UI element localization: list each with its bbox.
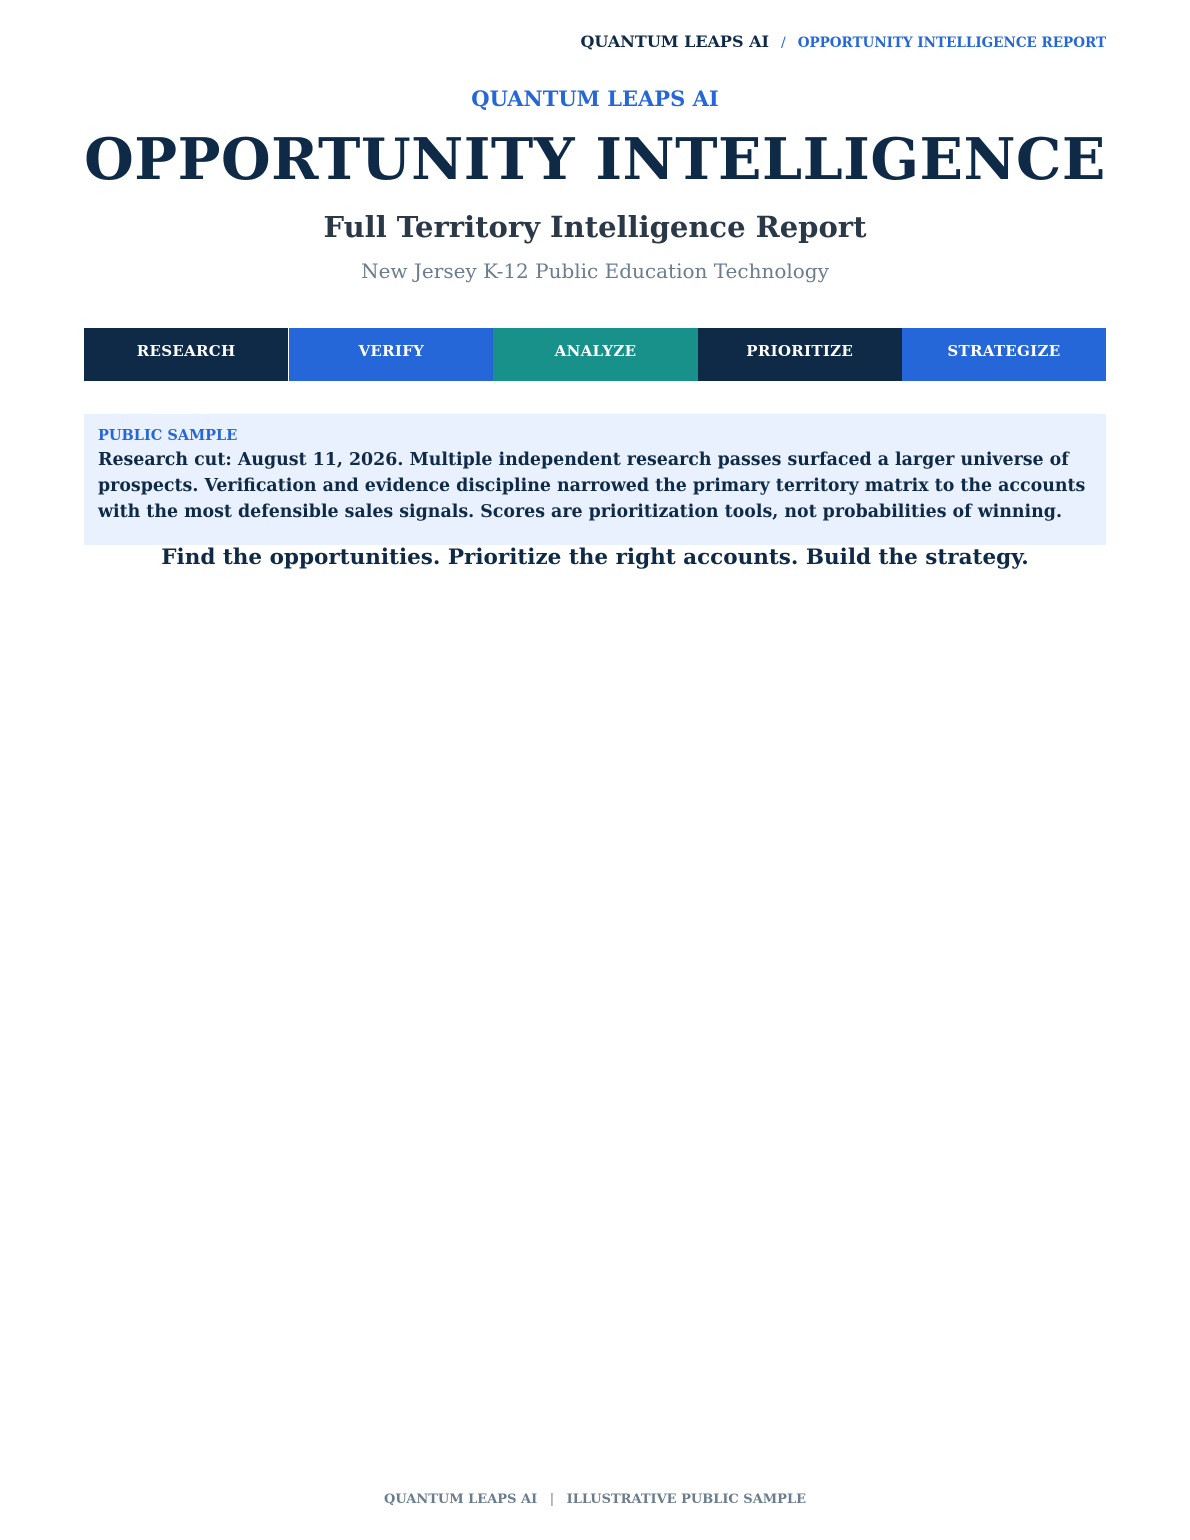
step-verify: VERIFY <box>289 328 493 381</box>
footer-note: ILLUSTRATIVE PUBLIC SAMPLE <box>566 1492 806 1507</box>
closing-statement: Find the opportunities. Prioritize the right accounts. Build the strategy. <box>161 545 1029 570</box>
step-research: RESEARCH <box>84 328 289 381</box>
public-sample-callout <box>84 414 1106 545</box>
step-analyze: ANALYZE <box>493 328 697 381</box>
page-title: OPPORTUNITY INTELLIGENCE <box>84 126 1106 193</box>
breadcrumb-separator: / <box>780 35 786 51</box>
footer-separator: | <box>549 1492 555 1507</box>
header-report-name: OPPORTUNITY INTELLIGENCE REPORT <box>797 35 1106 51</box>
process-steps-bar <box>84 328 1106 381</box>
callout-label: PUBLIC SAMPLE <box>98 427 238 444</box>
page-subtitle: Full Territory Intelligence Report <box>323 210 867 244</box>
step-prioritize: PRIORITIZE <box>698 328 902 381</box>
step-strategize: STRATEGIZE <box>902 328 1106 381</box>
callout-text: Research cut: August 11, 2026. Multiple independent research passes surfaced a larger universe of prospects. Verification and evidence discipline narrowed the primary territory matrix to the accounts with the most defensible sales signals. Scores are prioritization tools, not probabilities of winning. <box>98 450 1086 522</box>
breadcrumb <box>580 32 1106 51</box>
footer-brand: QUANTUM LEAPS AI <box>384 1492 538 1507</box>
page-tagline: New Jersey K-12 Public Education Technology <box>361 259 829 283</box>
cover-eyebrow: QUANTUM LEAPS AI <box>471 86 719 111</box>
page-footer <box>0 1492 1190 1507</box>
header-brand: QUANTUM LEAPS AI <box>580 32 769 51</box>
